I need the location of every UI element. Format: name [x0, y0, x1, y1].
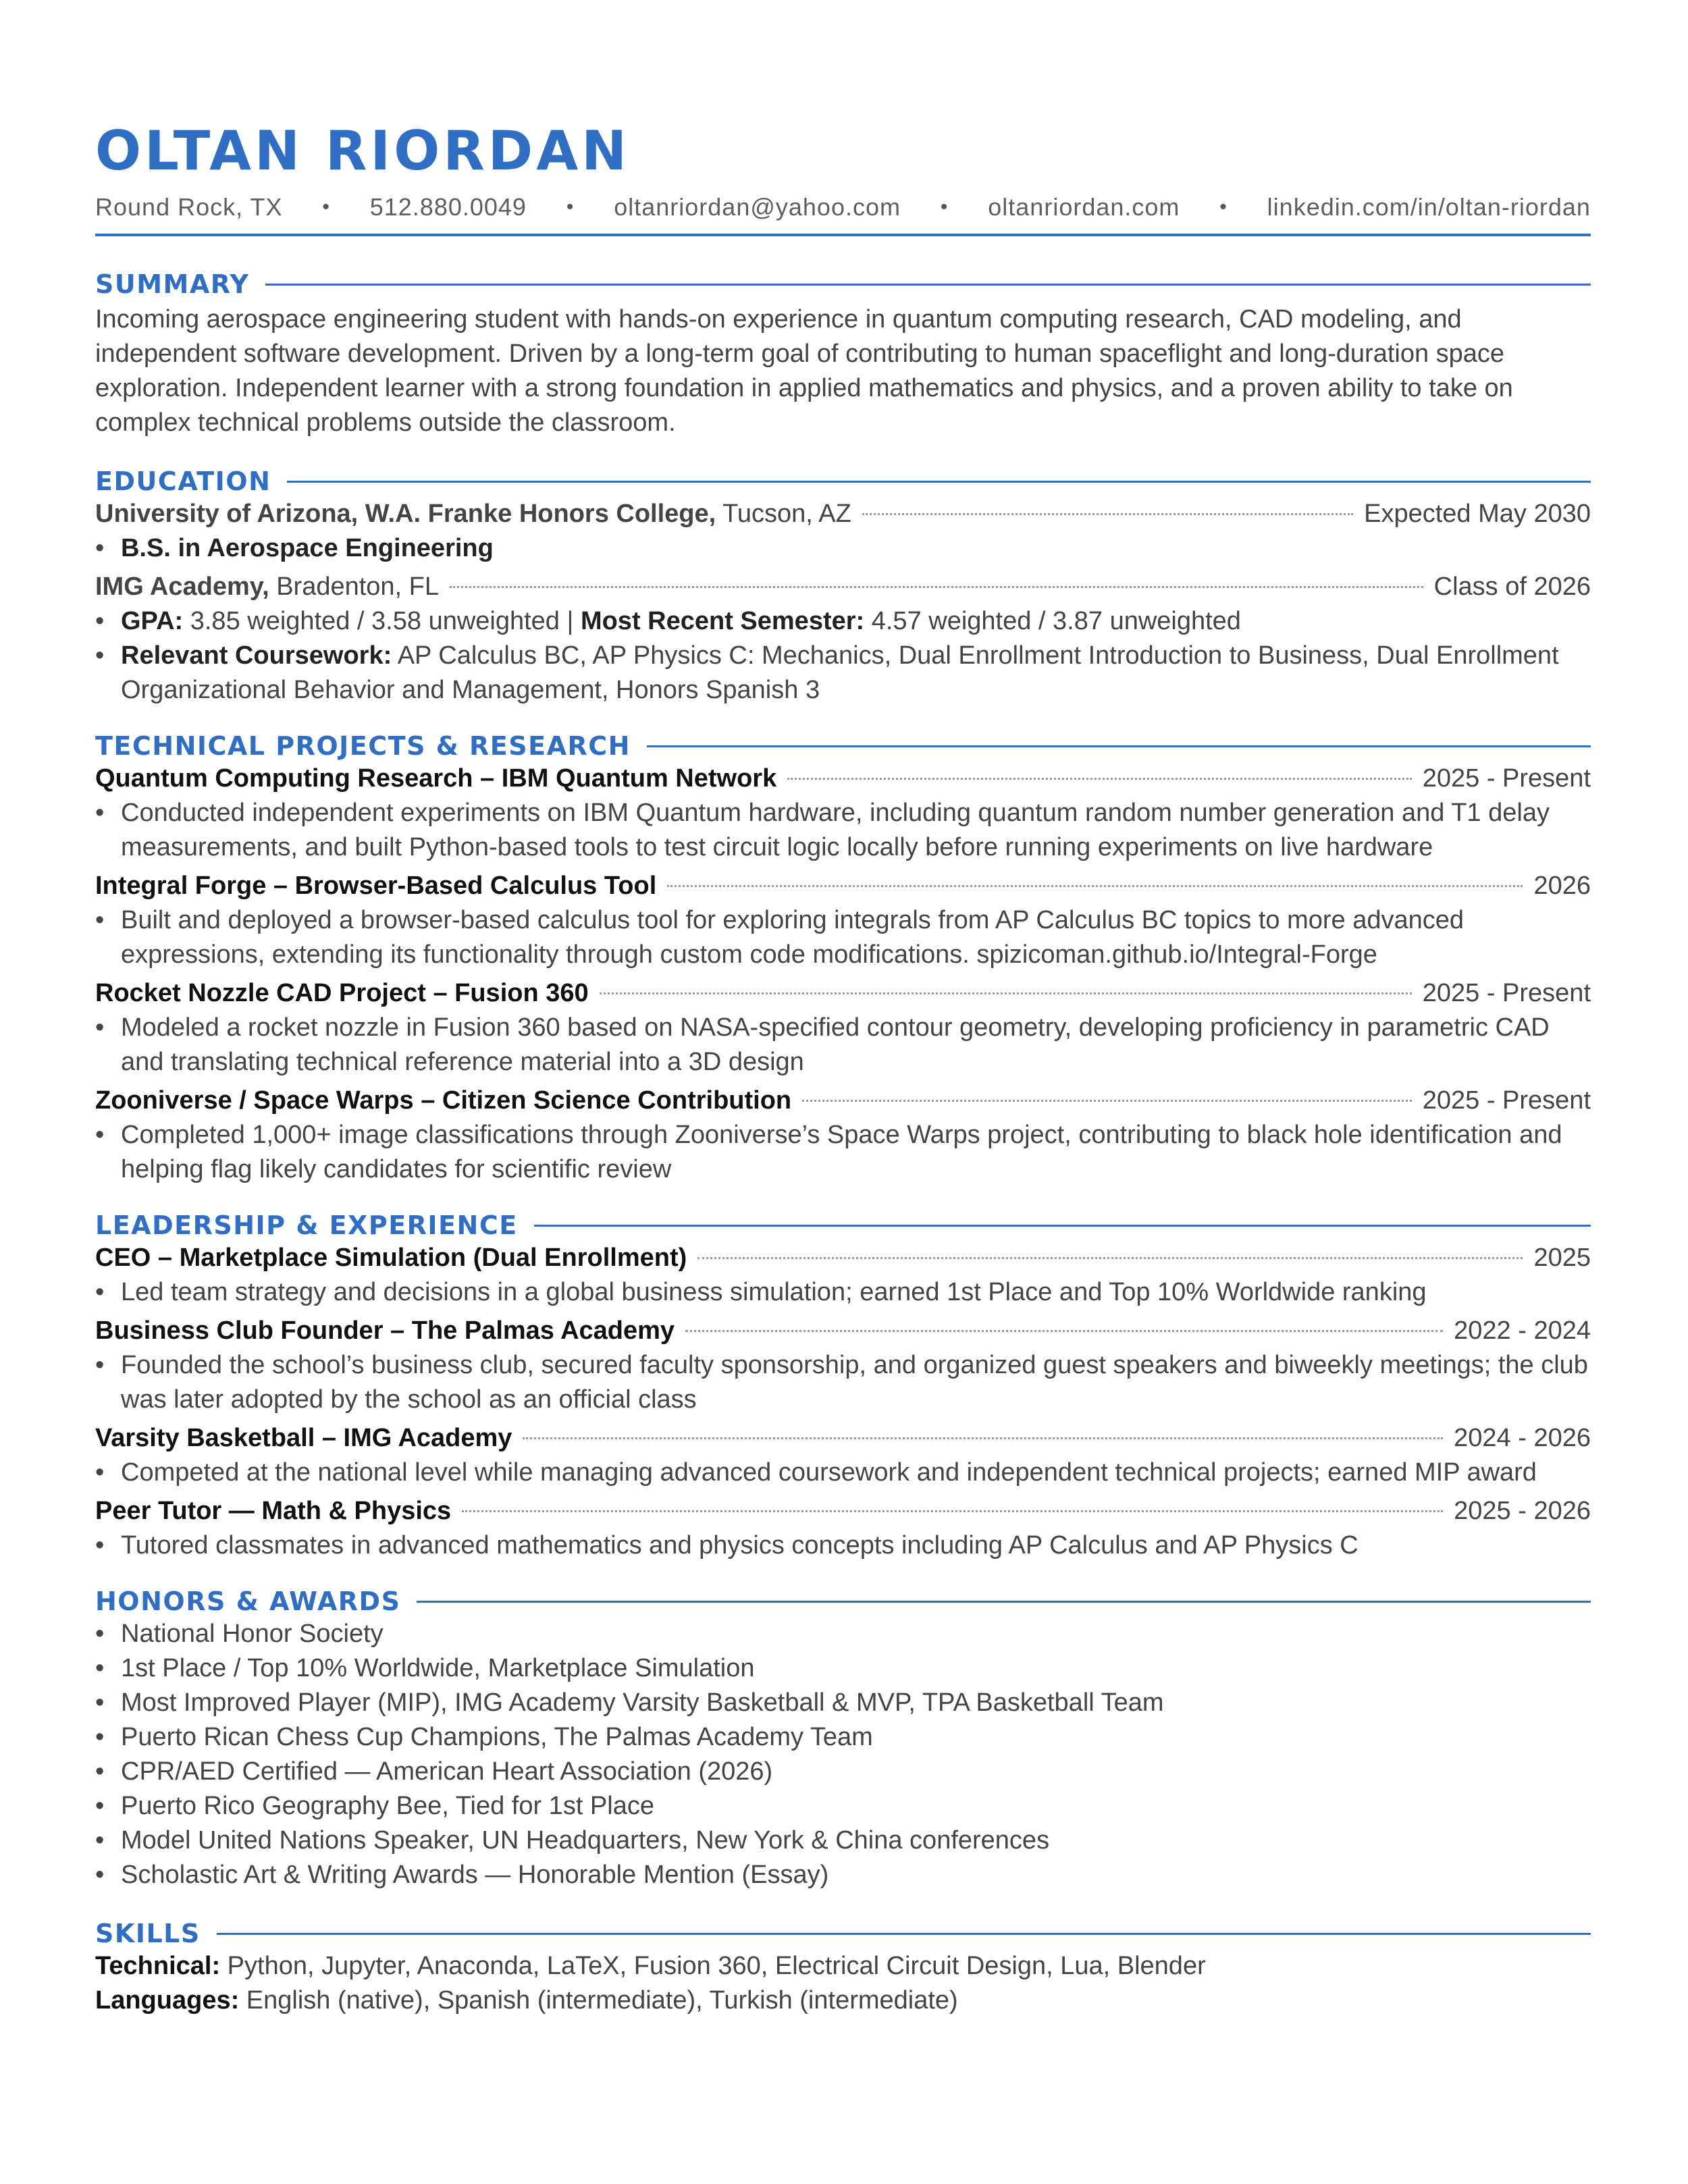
projects-section [95, 730, 1591, 1187]
entry-date: 2025 - Present [1422, 764, 1591, 793]
summary-text: Incoming aerospace engineering student with hands-on experience in quantum computing research, CAD modeling, and independent software development. Driven by a long-term goal of contributing to human spaceflight and long-duration space exploration. Independent learner with a strong foundation in applied mathematics and physics, and a proven ability to take on complex technical problems outside the classroom. [95, 305, 1513, 437]
languages-label: Languages: [95, 1986, 240, 2015]
section-rule [417, 1601, 1591, 1603]
project-entry-header [95, 869, 1591, 903]
entry-date: 2024 - 2026 [1454, 1424, 1591, 1452]
section-header [95, 1210, 1591, 1241]
dotted-leader [787, 778, 1412, 780]
gpa-label: GPA: [121, 607, 184, 635]
section-header [95, 466, 1591, 497]
coursework-value: AP Calculus BC, AP Physics C: Mechanics, Dual Enrollment Introduction to Business, Dual Enrollment Organizational Behavior and Management, Honors Spanish 3 [121, 641, 1559, 704]
language-skills [95, 1983, 1591, 2018]
entry-date: 2025 - 2026 [1454, 1497, 1591, 1525]
entry-title [95, 1084, 791, 1118]
list-item: • Modeled a rocket nozzle in Fusion 360 based on NASA-specified contour geometry, developing proficiency in parametric CAD and translating technical reference material into a 3D design [95, 1011, 1591, 1080]
education-section [95, 466, 1591, 708]
bullet-list [95, 1456, 1591, 1490]
summary-section [95, 269, 1591, 440]
section-title: HONORS & AWARDS [95, 1587, 401, 1616]
section-header [95, 1918, 1591, 1949]
entry-date: Class of 2026 [1433, 572, 1591, 601]
project-entry-header [95, 762, 1591, 796]
bullet-list [95, 796, 1591, 865]
project-title: Integral Forge – Browser-Based Calculus Tool [95, 872, 657, 900]
section-title: LEADERSHIP & EXPERIENCE [95, 1210, 518, 1240]
entry-title [95, 497, 851, 531]
entry-title [95, 570, 439, 604]
school-name: University of Arizona, W.A. Franke Honors College, [95, 500, 716, 528]
entry-title [95, 869, 656, 903]
list-item: • Built and deployed a browser-based calculus tool for exploring integrals from AP Calculus BC topics to more advanced expressions, extending its functionality through custom code modifications. spizicoman.github.io/Integral-Forge [95, 903, 1591, 972]
contact-bar [95, 193, 1591, 236]
bullet-list [95, 1348, 1591, 1417]
dotted-leader [667, 885, 1523, 887]
school-location: Tucson, AZ [716, 500, 851, 528]
dotted-leader [523, 1437, 1443, 1439]
entry-title [95, 1421, 512, 1456]
project-title: Rocket Nozzle CAD Project – Fusion 360 [95, 979, 589, 1007]
list-item: • CPR/AED Certified — American Heart Association (2026) [95, 1755, 1591, 1789]
project-entry-header [95, 1084, 1591, 1118]
entry-title [95, 762, 776, 796]
candidate-name: OLTAN RIORDAN [95, 119, 631, 182]
experience-entry-header [95, 1494, 1591, 1528]
section-title: EDUCATION [95, 467, 271, 496]
technical-skills [95, 1949, 1591, 1983]
education-entry-header [95, 497, 1591, 531]
entry-title [95, 1241, 687, 1275]
experience-entry-header [95, 1241, 1591, 1275]
list-item: • 1st Place / Top 10% Worldwide, Marketplace Simulation [95, 1651, 1591, 1686]
languages-value: English (native), Spanish (intermediate), Turkish (intermediate) [239, 1986, 958, 2015]
bullet-list [95, 1011, 1591, 1080]
separator-dot: • [566, 196, 575, 218]
section-rule [217, 1933, 1591, 1935]
experience-entry-header [95, 1421, 1591, 1456]
section-title: TECHNICAL PROJECTS & RESEARCH [95, 731, 631, 761]
leadership-section [95, 1210, 1591, 1563]
list-item: • Led team strategy and decisions in a global business simulation; earned 1st Place and Top 10% Worldwide ranking [95, 1275, 1591, 1310]
technical-value: Python, Jupyter, Anaconda, LaTeX, Fusion 360, Electrical Circuit Design, Lua, Blender [220, 1952, 1206, 1980]
honors-list [95, 1617, 1591, 1892]
role-title: Varsity Basketball – IMG Academy [95, 1424, 512, 1452]
entry-title [95, 976, 589, 1011]
separator-dot: • [1219, 196, 1228, 218]
contact-email: oltanriordan@yahoo.com [614, 193, 901, 221]
semester-value: 4.57 weighted / 3.87 unweighted [864, 607, 1241, 635]
section-rule [265, 284, 1591, 286]
section-title: SKILLS [95, 1919, 201, 1948]
semester-label: Most Recent Semester: [580, 607, 865, 635]
bullet-list [95, 1528, 1591, 1563]
bullet-list [95, 604, 1591, 708]
entry-title [95, 1314, 675, 1348]
bullet-list [95, 531, 1591, 566]
honors-section [95, 1586, 1591, 1892]
technical-label: Technical: [95, 1952, 221, 1980]
list-item: • Founded the school’s business club, secured faculty sponsorship, and organized guest speakers and biweekly meetings; the club was later adopted by the school as an official class [95, 1348, 1591, 1417]
school-location: Bradenton, FL [269, 572, 440, 601]
separator-dot: • [940, 196, 949, 218]
coursework-label: Relevant Coursework: [121, 641, 392, 670]
list-item [95, 639, 1591, 708]
list-item: • National Honor Society [95, 1617, 1591, 1651]
dotted-leader [685, 1330, 1443, 1332]
dotted-leader [802, 1100, 1412, 1102]
dotted-leader [697, 1257, 1523, 1259]
list-item: • Scholastic Art & Writing Awards — Honorable Mention (Essay) [95, 1858, 1591, 1892]
entry-date: 2025 [1533, 1244, 1591, 1272]
dotted-leader [862, 513, 1353, 515]
gpa-value: 3.85 weighted / 3.58 unweighted | [183, 607, 581, 635]
list-item [95, 604, 1591, 639]
list-item: • Most Improved Player (MIP), IMG Academy Varsity Basketball & MVP, TPA Basketball Team [95, 1686, 1591, 1720]
section-header [95, 730, 1591, 762]
section-rule [534, 1225, 1591, 1227]
contact-website: oltanriordan.com [988, 193, 1180, 221]
section-title: SUMMARY [95, 269, 250, 299]
project-title: Zooniverse / Space Warps – Citizen Science Contribution [95, 1086, 792, 1115]
dotted-leader [600, 992, 1412, 994]
separator-dot: • [322, 196, 330, 218]
entry-date: 2022 - 2024 [1454, 1316, 1591, 1345]
list-item: • Completed 1,000+ image classifications through Zooniverse’s Space Warps project, contributing to black hole identification and helping flag likely candidates for scientific review [95, 1118, 1591, 1187]
entry-date: 2026 [1533, 872, 1591, 900]
list-item: • Model United Nations Speaker, UN Headquarters, New York & China conferences [95, 1823, 1591, 1858]
entry-date: 2025 - Present [1422, 979, 1591, 1007]
role-title: Peer Tutor — Math & Physics [95, 1497, 452, 1525]
role-title: Business Club Founder – The Palmas Academy [95, 1316, 675, 1345]
list-item: • Puerto Rican Chess Cup Champions, The Palmas Academy Team [95, 1720, 1591, 1755]
dotted-leader [462, 1510, 1443, 1512]
degree: B.S. in Aerospace Engineering [121, 534, 494, 562]
section-rule [287, 481, 1591, 483]
list-item: • Puerto Rico Geography Bee, Tied for 1st Place [95, 1789, 1591, 1823]
contact-phone: 512.880.0049 [369, 193, 527, 221]
project-entry-header [95, 976, 1591, 1011]
bullet-list [95, 1275, 1591, 1310]
contact-location: Round Rock, TX [95, 193, 283, 221]
entry-date: 2025 - Present [1422, 1086, 1591, 1115]
section-header [95, 1586, 1591, 1617]
list-item: • Competed at the national level while managing advanced coursework and independent technical projects; earned MIP award [95, 1456, 1591, 1490]
skills-section [95, 1918, 1591, 2018]
project-title: Quantum Computing Research – IBM Quantum Network [95, 764, 777, 793]
list-item: • Conducted independent experiments on IBM Quantum hardware, including quantum random number generation and T1 delay measurements, and built Python-based tools to test circuit logic locally before running experiments on live hardware [95, 796, 1591, 865]
section-header [95, 269, 1591, 300]
bullet-list [95, 1118, 1591, 1187]
school-name: IMG Academy, [95, 572, 269, 601]
entry-date: Expected May 2030 [1364, 500, 1591, 528]
entry-title [95, 1494, 451, 1528]
list-item: • Tutored classmates in advanced mathematics and physics concepts including AP Calculus and AP Physics C [95, 1528, 1591, 1563]
role-title: CEO – Marketplace Simulation (Dual Enrollment) [95, 1244, 687, 1272]
section-rule [647, 745, 1591, 747]
education-entry-header [95, 570, 1591, 604]
list-item [95, 531, 1591, 566]
dotted-leader [450, 586, 1423, 588]
experience-entry-header [95, 1314, 1591, 1348]
bullet-list [95, 903, 1591, 972]
contact-linkedin: linkedin.com/in/oltan-riordan [1267, 193, 1591, 221]
